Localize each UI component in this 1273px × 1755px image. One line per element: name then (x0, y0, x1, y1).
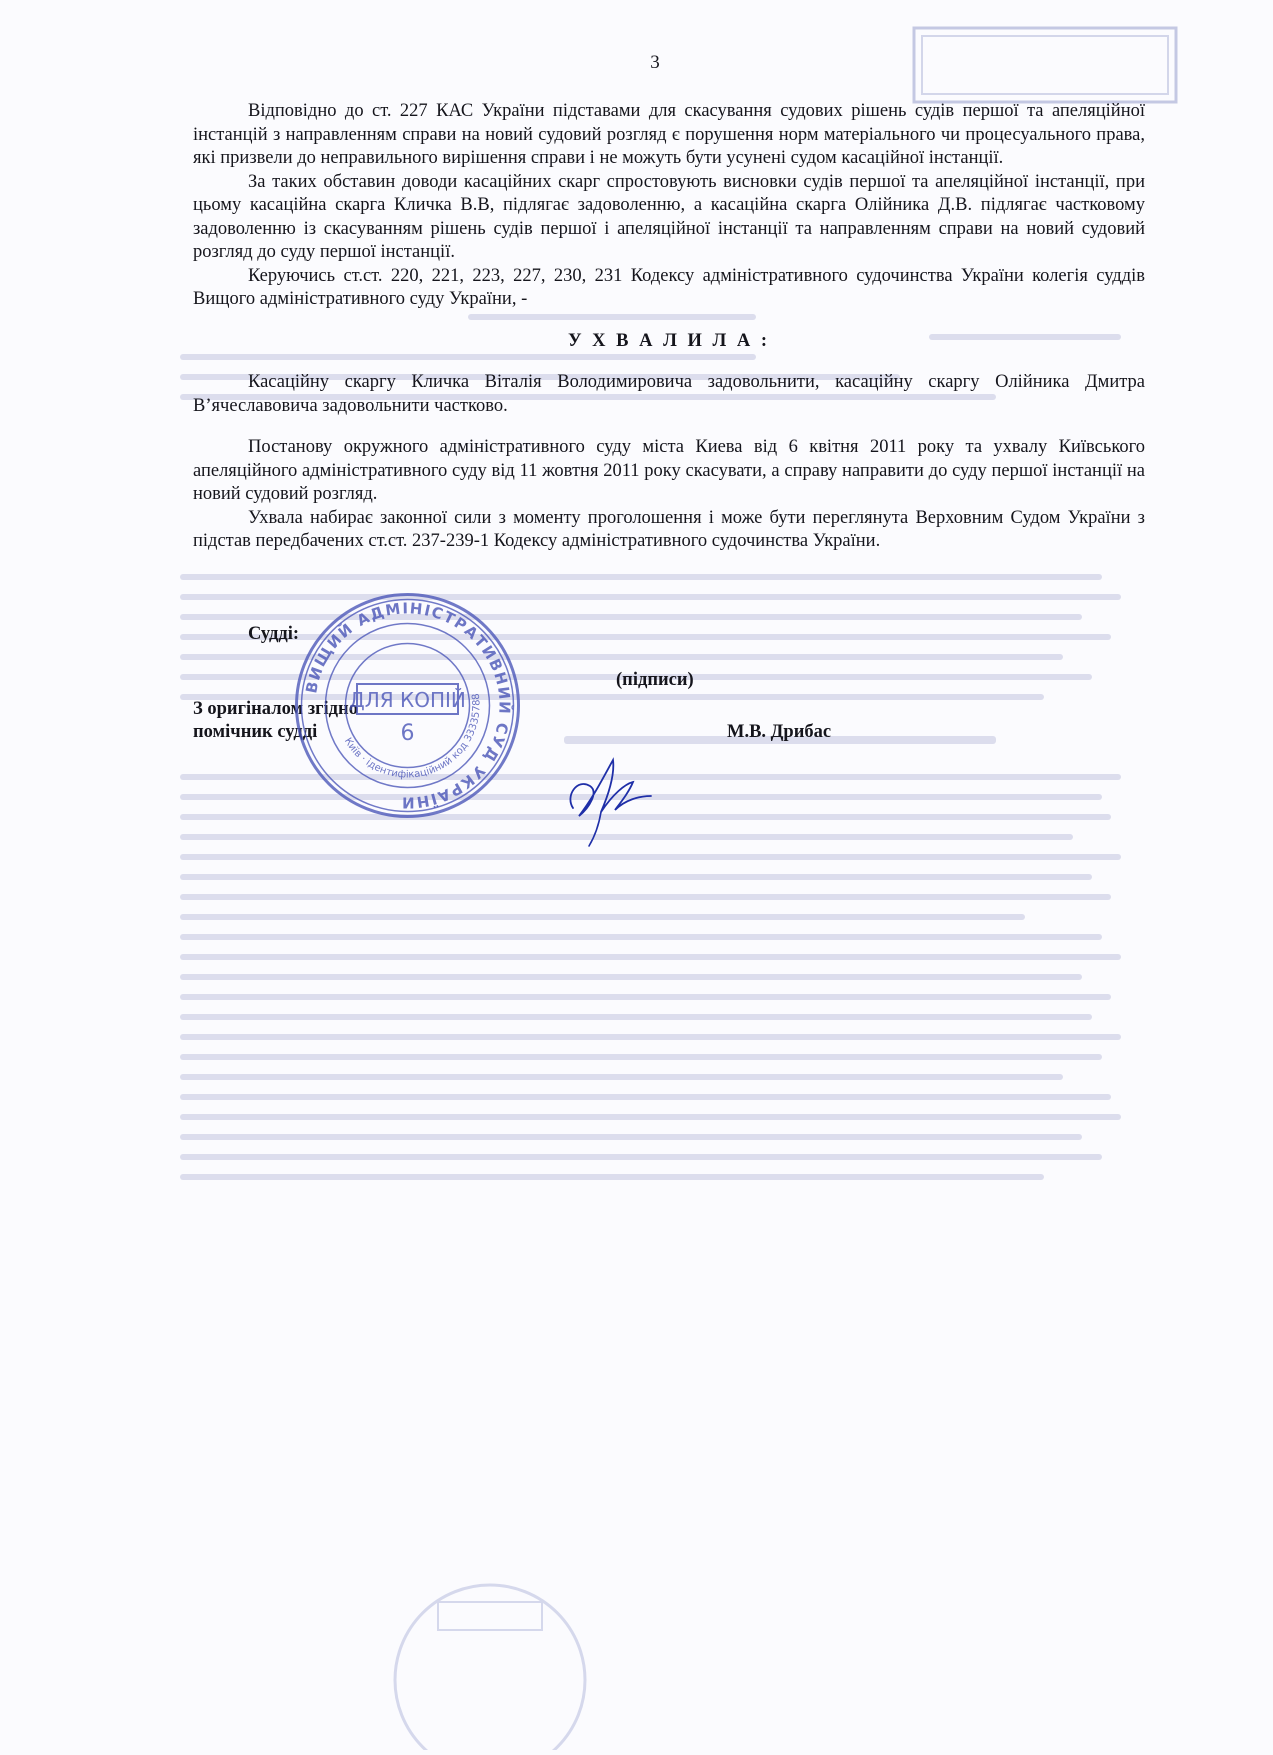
signatures-note: (підписи) (616, 670, 694, 690)
paragraph-cassation-decision: Касаційну скаргу Кличка Віталія Володимировича задовольнити, касаційну скаргу Олійника Дмитра В’ячеславовича задовольнити частково. (193, 372, 1145, 416)
signer-name: М.В. Дрибас (727, 722, 832, 742)
judges-label: Судді: (248, 624, 300, 644)
ruling-heading: У Х В А Л И Л А : (567, 330, 771, 351)
ruling-text (193, 100, 1145, 554)
paragraph-grounds: Відповідно до ст. 227 КАС України підставами для скасування судових рішень судів першої та апеляційної інстанцій з направленням справи на новий судовий розгляд є порушення норм матеріального чи процесуального права, які призвели до неправильного вирішення справи і не можуть бути усунені судом касаційної інстанції. (193, 101, 1145, 168)
page-number: 3 (650, 52, 660, 73)
stamp-number: 6 (400, 721, 415, 746)
assistant-judge-label: помічник судді (193, 722, 318, 742)
stamp-inner-ring-text: Київ · ідентифікаційний код 33335788 (341, 692, 483, 781)
handwritten-signature-icon (555, 738, 675, 848)
stamp-ring-text: ВИЩИЙ АДМІНІСТРАТИВНИЙ СУД УКРАЇНИ (302, 599, 514, 812)
faint-bottom-stamp-icon (390, 1580, 590, 1750)
court-seal-stamp (290, 588, 525, 823)
paragraph-effective: Ухвала набирає законної сили з моменту проголошення і може бути переглянута Верховним Судом України з підстав передбачених ст.ст. 237-239-1 Кодексу адміністративного судочинства України. (193, 507, 1145, 551)
copy-certification-label: З оригіналом згідно (193, 699, 358, 719)
paragraph-circumstances: За таких обставин доводи касаційних скарг спростовують висновки судів першої та апеляційної інстанції, при цьому касаційна скарга Кличка В.В, підлягає задоволенню, а касаційна скарга Олійника Д.В. підлягає частковому задоволенню із скасуванням рішень судів першої і апеляційної інстанції та направленням справи на новий судовий розгляд до суду першої інстанції. (193, 171, 1145, 262)
stamp-center-text: ДЛЯ КОПІЙ (349, 688, 466, 712)
paragraph-annulment: Постанову окружного адміністративного суду міста Киева від 6 квітня 2011 року та ухвалу Київського апеляційного адміністративного суду від 11 жовтня 2011 року скасувати, а справу направити до суду першої інстанції на новий судовий розгляд. (193, 437, 1145, 504)
paragraph-legal-basis: Керуючись ст.ст. 220, 221, 223, 227, 230, 231 Кодексу адміністративного судочинства України колегія суддів Вищого адміністративного суду України, - (193, 265, 1145, 309)
